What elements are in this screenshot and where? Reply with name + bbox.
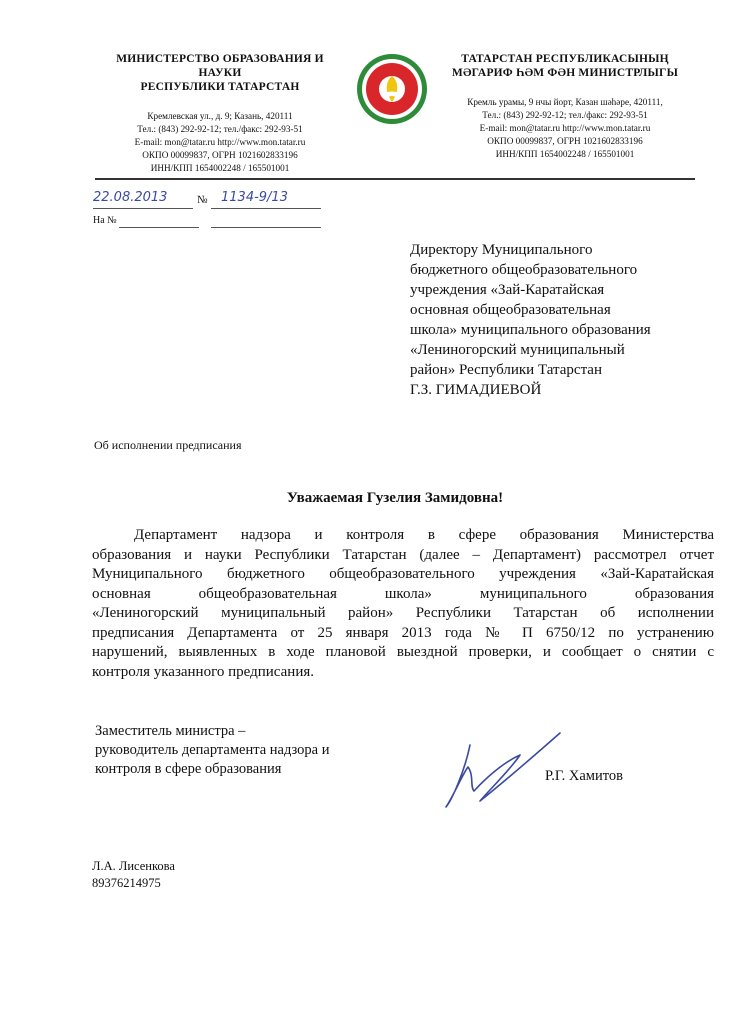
- signature-title-line: контроля в сфере образования: [95, 761, 282, 777]
- emblem-logo: [355, 52, 429, 126]
- reg-number-underline: [211, 208, 321, 209]
- registration-block: [93, 190, 333, 240]
- signature-title: [95, 722, 415, 779]
- body-line: Департамент надзора и контроля в сфере образования Министерства: [134, 527, 714, 543]
- okpo-tt: ОКПО 00099837, ОГРН 1021602833196: [487, 136, 643, 146]
- phone-ru: Тел.: (843) 292-92-12; тел./факс: 292-93-51: [137, 124, 303, 134]
- salutation: Уважаемая Гузелия Замидовна!: [286, 490, 504, 506]
- email-ru: E-mail: mon@tatar.ru http://www.mon.tatar.ru: [134, 137, 306, 147]
- reg-na-label: На №: [93, 215, 117, 226]
- executor-block: [92, 858, 175, 892]
- executor-phone: 89376214975: [92, 876, 161, 890]
- addressee-line: учреждения «Зай-Каратайская: [410, 282, 605, 298]
- address-ru: Кремлевская ул., д. 9; Казань, 420111: [147, 111, 293, 121]
- reg-na-number-underline: [211, 227, 321, 228]
- body-line: контроля указанного предписания.: [92, 663, 314, 680]
- addressee-line: основная общеобразовательная: [410, 302, 611, 318]
- reg-date: 22.08.2013: [93, 190, 168, 205]
- header-right: [440, 52, 690, 161]
- letter-body: [92, 526, 714, 682]
- org-name-ru-line1: МИНИСТЕРСТВО ОБРАЗОВАНИЯ И НАУКИ: [116, 53, 324, 79]
- emblem-icon: [355, 52, 429, 126]
- addressee-line: «Лениногорский муниципальный: [410, 342, 625, 358]
- addressee-block: [410, 240, 710, 400]
- header-divider: [95, 178, 695, 180]
- addressee-line: район» Республики Татарстан: [410, 362, 602, 378]
- address-tt: Кремль урамы, 9 нчы йорт, Казан шәһәре, 420111,: [467, 97, 663, 107]
- reg-number: 1134-9/13: [221, 190, 288, 205]
- addressee-name: Г.З. ГИМАДИЕВОЙ: [410, 382, 542, 398]
- reg-date-underline: [93, 208, 193, 209]
- email-tt: E-mail: mon@tatar.ru http://www.mon.tatar.ru: [479, 123, 651, 133]
- addressee-line: школа» муниципального образования: [410, 322, 651, 338]
- body-line: образования и науки Республики Татарстан (далее – Департамент) рассмотрел отчет: [92, 546, 714, 563]
- okpo-ru: ОКПО 00099837, ОГРН 1021602833196: [142, 150, 298, 160]
- addressee-line: бюджетного общеобразовательного: [410, 262, 638, 278]
- signature-title-line: Заместитель министра –: [95, 723, 246, 739]
- body-line: нарушений, выявленных в ходе плановой выездной проверки, и сообщает о снятии с: [92, 644, 714, 660]
- org-name-tt-line1: ТАТАРСТАН РЕСПУБЛИКАСЫНЫҢ: [461, 53, 669, 65]
- signatory-name: Р.Г. Хамитов: [545, 768, 623, 784]
- body-line: «Лениногорский муниципальный район» Республики Татарстан об исполнении: [92, 605, 714, 621]
- subject-line: Об исполнении предписания: [94, 438, 242, 452]
- body-line: предписания Департамента от 25 января 2013 года № П 6750/12 по устранению: [92, 624, 714, 641]
- signature-title-line: руководитель департамента надзора и: [95, 742, 330, 758]
- header-left: [95, 52, 345, 175]
- inn-tt: ИНН/КПП 1654002248 / 165501001: [495, 149, 635, 159]
- executor-name: Л.А. Лисенкова: [92, 859, 175, 873]
- reg-na-underline: [119, 227, 199, 228]
- org-name-tt-line2: МӘГАРИФ ҺӘМ ФӘН МИНИСТРЛЫГЫ: [451, 67, 679, 79]
- reg-no-sign: №: [197, 194, 208, 206]
- body-line: Муниципального бюджетного общеобразовательного учреждения «Зай-Каратайская: [92, 566, 714, 582]
- addressee-line: Директору Муниципального: [410, 242, 593, 258]
- body-line: основная общеобразовательная школа» муниципального образования: [92, 585, 714, 602]
- phone-tt: Тел.: (843) 292-92-12; тел./факс: 292-93-51: [482, 110, 648, 120]
- org-name-ru-line2: РЕСПУБЛИКИ ТАТАРСТАН: [140, 81, 300, 93]
- inn-ru: ИНН/КПП 1654002248 / 165501001: [150, 163, 290, 173]
